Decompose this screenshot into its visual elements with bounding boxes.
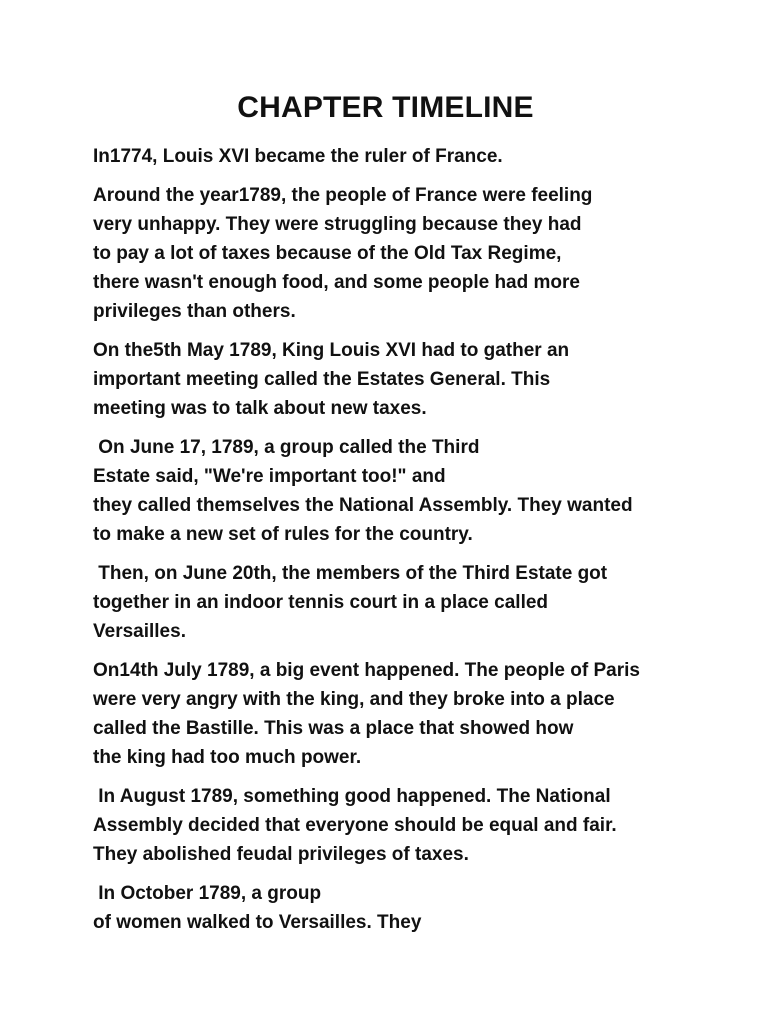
text-line: privileges than others. bbox=[93, 301, 296, 322]
paragraph-2 bbox=[93, 181, 708, 326]
paragraph-3 bbox=[93, 336, 708, 423]
text-line: Versailles. bbox=[93, 621, 186, 642]
text-line: Assembly decided that everyone should be equal and fair. bbox=[93, 815, 617, 836]
text-line: On the5th May 1789, King Louis XVI had to gather an bbox=[93, 340, 570, 361]
text-line: they called themselves the National Assembly. They wanted bbox=[93, 495, 633, 516]
text-line: to pay a lot of taxes because of the Old Tax Regime, bbox=[93, 243, 562, 264]
page-title: CHAPTER TIMELINE bbox=[237, 91, 534, 124]
text-line: In October 1789, a group bbox=[93, 883, 322, 904]
paragraph-5 bbox=[93, 559, 708, 646]
text-line: of women walked to Versailles. They bbox=[93, 912, 422, 933]
text-line: to make a new set of rules for the country. bbox=[93, 524, 473, 545]
text-line: Estate said, "We're important too!" and bbox=[93, 466, 446, 487]
text-line: Then, on June 20th, the members of the Third Estate got bbox=[93, 563, 608, 584]
paragraph-4 bbox=[93, 433, 708, 549]
paragraph-7 bbox=[93, 782, 708, 869]
text-line: On14th July 1789, a big event happened. The people of Paris bbox=[93, 660, 640, 681]
text-line: important meeting called the Estates General. This bbox=[93, 369, 551, 390]
text-line: called the Bastille. This was a place that showed how bbox=[93, 718, 574, 739]
text-line: were very angry with the king, and they broke into a place bbox=[93, 689, 615, 710]
text-line: On June 17, 1789, a group called the Third bbox=[93, 437, 480, 458]
text-line: together in an indoor tennis court in a place called bbox=[93, 592, 549, 613]
text-line: meeting was to talk about new taxes. bbox=[93, 398, 427, 419]
text-line: there wasn't enough food, and some people had more bbox=[93, 272, 580, 293]
paragraph-6 bbox=[93, 656, 708, 772]
paragraph-8 bbox=[93, 879, 708, 937]
text-line: In August 1789, something good happened. The National bbox=[93, 786, 611, 807]
text-line: very unhappy. They were struggling because they had bbox=[93, 214, 582, 235]
text-line: the king had too much power. bbox=[93, 747, 362, 768]
text-line: They abolished feudal privileges of taxes. bbox=[93, 844, 469, 865]
text-line: In1774, Louis XVI became the ruler of France. bbox=[93, 146, 503, 167]
text-line: Around the year1789, the people of France were feeling bbox=[93, 185, 593, 206]
paragraph-1 bbox=[93, 142, 708, 171]
